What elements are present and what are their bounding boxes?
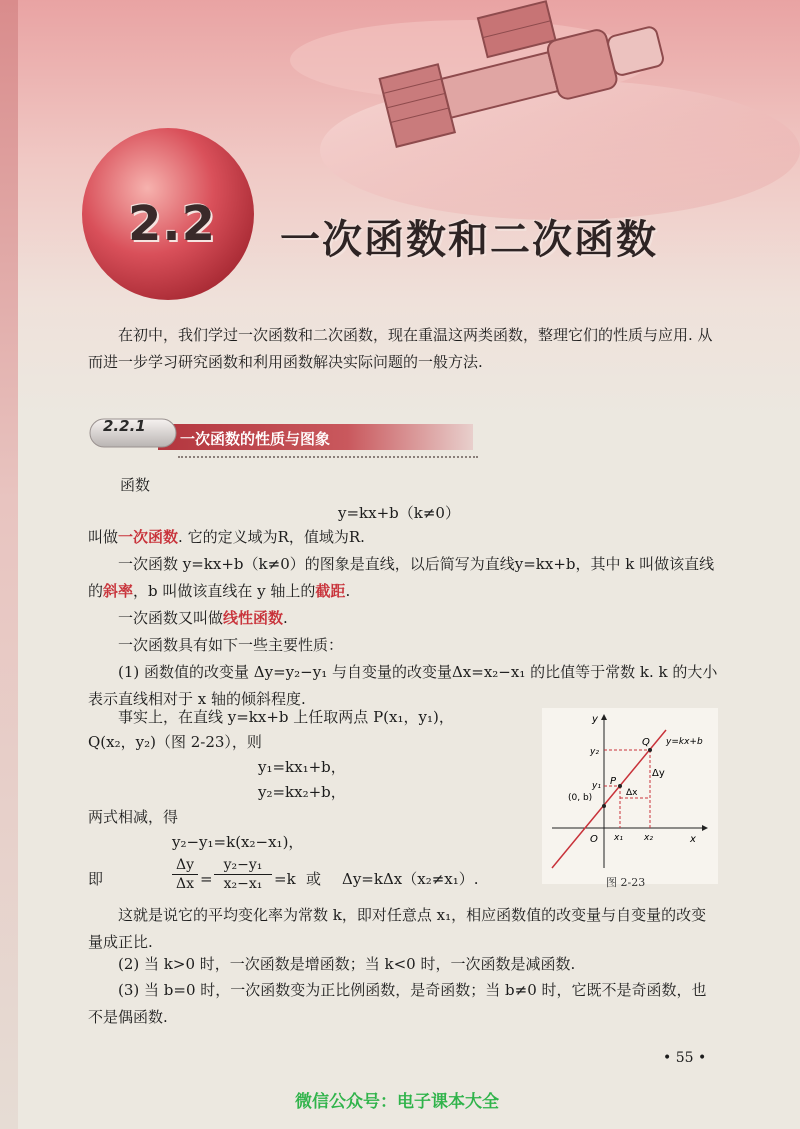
label-intercept: (0, b) [568,793,593,803]
label-P: P [610,776,617,787]
fact-line-1: 事实上，在直线 y=kx+b 上任取两点 P(x₁，y₁)， [118,708,454,726]
term-linear: 线性函数 [223,609,284,627]
label-y2: y₂ [590,747,599,757]
slope-paragraph: 一次函数 y=kx+b（k≠0）的图象是直线，以后简写为直线y=kx+b，其中 k 叫做该直线的斜率，b 叫做该直线在 y 轴上的截距. [88,555,715,600]
fraction-1: Δy Δx [172,856,198,893]
equation-tail: Δy=kΔx（x₂≠x₁）. [342,870,479,888]
chapter-title: 一次函数和二次函数 [280,217,658,263]
term-intercept: 截距 [315,582,346,600]
fraction-2: y₂−y₁ x₂−x₁ [214,856,272,893]
label-x2: x₂ [644,833,653,843]
point-P [618,784,622,788]
section-divider [178,456,478,458]
label-dx: Δx [626,788,638,798]
term-slope: 斜率 [103,582,134,600]
equals-k: =k [274,870,296,888]
section-title: 一次函数的性质与图象 [180,430,331,448]
linear-function-paragraph: 一次函数又叫做线性函数. [118,609,288,627]
point-Q [648,748,652,752]
function-label: 函数 [120,476,151,494]
label-dy: Δy [652,768,665,779]
label-y-axis: y [592,714,598,725]
intro-paragraph: 在初中，我们学过一次函数和二次函数，现在重温这两类函数，整理它们的性质与应用. 从而进一步学习研究函数和利用函数解决实际问题的一般方法. [88,326,713,371]
or-word: 或 [306,870,322,888]
label-Q: Q [642,737,650,748]
properties-intro: 一次函数具有如下一些主要性质： [118,636,344,654]
label-x1: x₁ [614,833,623,843]
property-1: (1) 函数值的改变量 Δy=y₂−y₁ 与自变量的改变量Δx=x₂−x₁ 的比值等于常数 k. k 的大小表示直线相对于 x 轴的倾斜程度. [88,663,718,708]
watermark-text: 微信公众号：电子课本大全 [295,1092,499,1112]
conclusion-paragraph: 这就是说它的平均变化率为常数 k，即对任意点 x₁，相应函数值的改变量与自变量的改变量成正比. [88,906,707,951]
label-line: y=kx+b [666,737,703,747]
equation-2: y₂=kx₂+b， [258,783,346,801]
equation-3: y₂−y₁=k(x₂−x₁)， [172,833,304,851]
main-formula: y=kx+b（k≠0） [338,504,460,522]
definition-paragraph: 叫做一次函数. 它的定义域为R，值域为R. [88,528,365,546]
header-illustration [0,0,800,320]
property-2: (2) 当 k>0 时，一次函数是增函数；当 k<0 时，一次函数是减函数. [118,955,576,973]
label-y1: y₁ [592,781,601,791]
property-3: (3) 当 b=0 时，一次函数变为正比例函数，是奇函数；当 b≠0 时，它既不是奇函数，也不是偶函数. [88,981,707,1026]
label-x-axis: x [690,834,696,845]
section-number: 2.2.1 [103,417,146,435]
subtract-text: 两式相减，得 [88,808,179,826]
equation-1: y₁=kx₁+b， [258,758,346,776]
figure-2-23 [542,708,718,874]
label-origin: O [590,834,598,845]
figure-caption: 图 2-23 [606,876,646,889]
fact-line-2: Q(x₂，y₂)（图 2-23），则 [88,733,262,751]
point-intercept [602,804,606,808]
page-number: • 55 • [663,1050,707,1066]
term-linear-function: 一次函数 [118,528,179,546]
chapter-number: 2.2 [128,196,217,252]
ji-word: 即 [88,870,104,888]
